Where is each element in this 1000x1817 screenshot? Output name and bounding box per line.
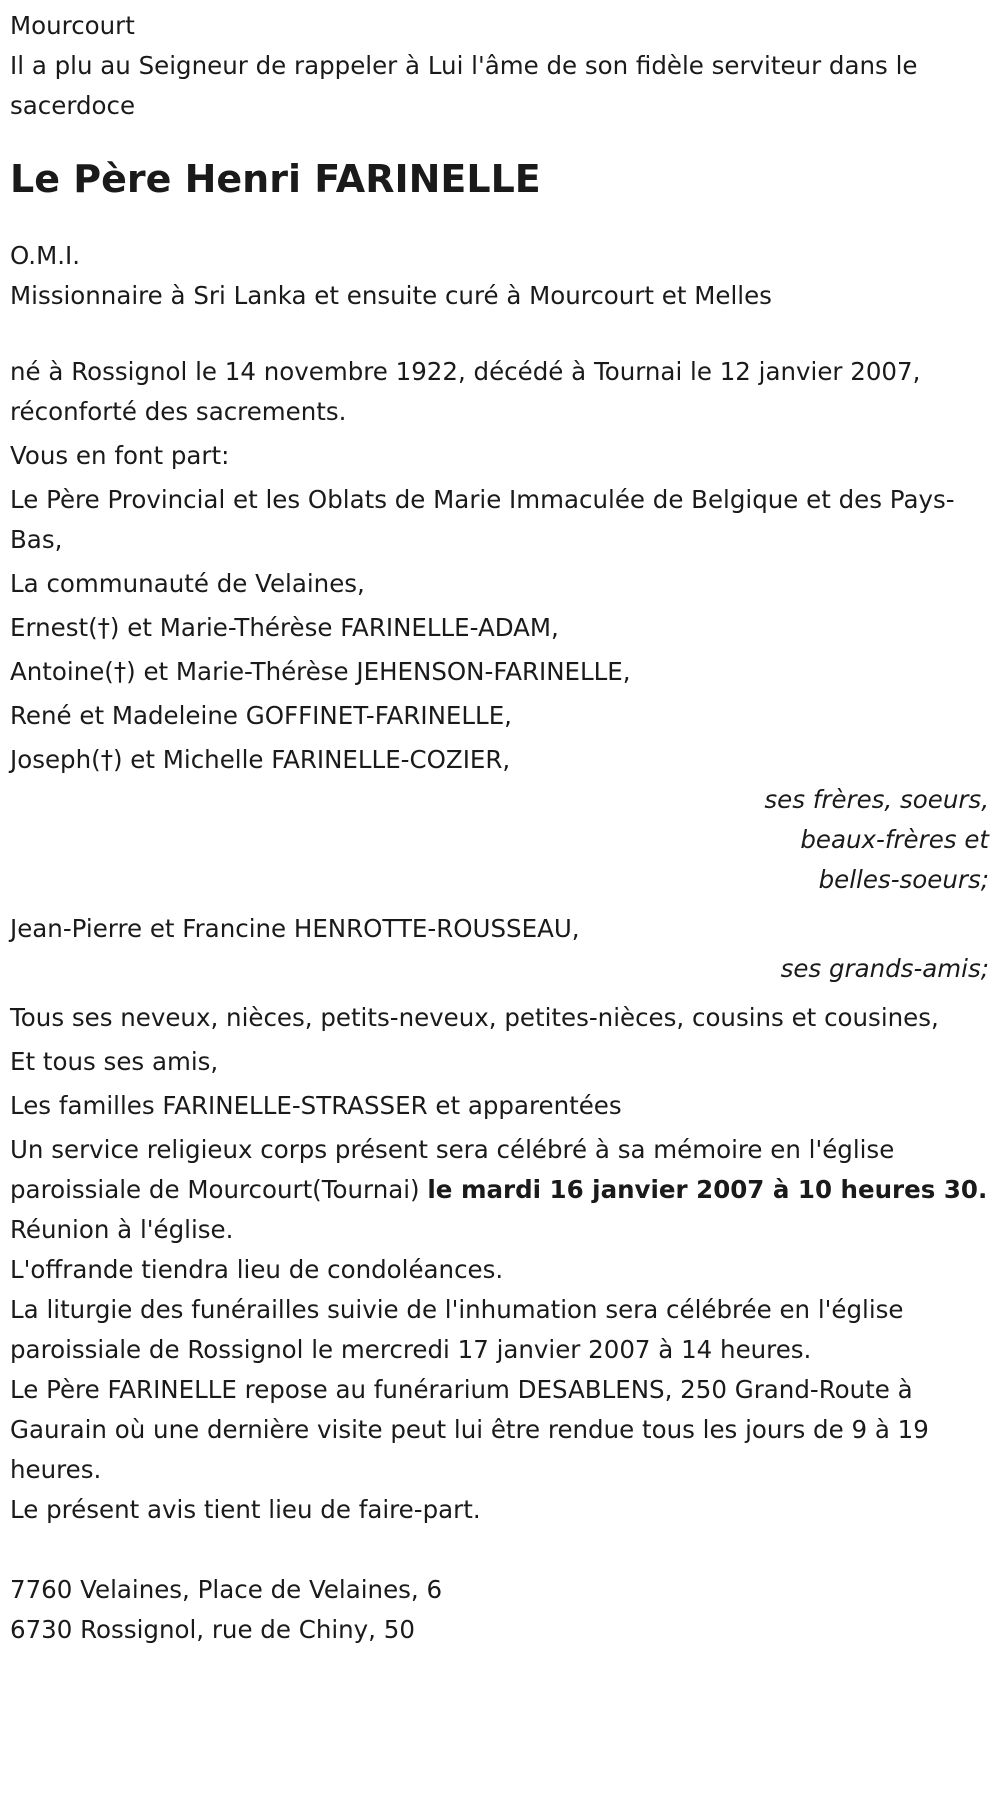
deceased-name: Le Père Henri FARINELLE xyxy=(10,157,541,201)
address-line: 6730 Rossignol, rue de Chiny, 50 xyxy=(10,1615,415,1644)
sibling-line: René et Madeleine GOFFINET-FARINELLE, xyxy=(10,701,512,730)
great-friends-caption: ses grands-amis; xyxy=(780,954,989,983)
offering-line: L'offrande tiendra lieu de condoléances. xyxy=(10,1255,504,1284)
addresses-block xyxy=(10,1570,990,1650)
service-date: le mardi 16 janvier 2007 à 10 heures 30. xyxy=(427,1175,988,1204)
sibling-line: Joseph(†) et Michelle FARINELLE-COZIER, xyxy=(10,745,511,774)
birth-death-text: né à Rossignol le 14 novembre 1922, décédé à Tournai le 12 janvier 2007, réconforté des sacrements. xyxy=(10,357,921,426)
siblings-caption: ses frères, soeurs, xyxy=(764,785,989,814)
intro-text: Il a plu au Seigneur de rappeler à Lui l'âme de son fidèle serviteur dans le sacerdoce xyxy=(10,51,918,120)
provincial-line: Le Père Provincial et les Oblats de Marie Immaculée de Belgique et des Pays-Bas, xyxy=(10,485,955,554)
religious-order: O.M.I. xyxy=(10,241,81,270)
families-line: Les familles FARINELLE-STRASSER et apparentées xyxy=(10,1091,622,1120)
funeral-home-paragraph: Le Père FARINELLE repose au funérarium DESABLENS, 250 Grand-Route à Gaurain où une dernière visite peut lui être rendue tous les jours de 9 à 19 heures. xyxy=(10,1375,929,1484)
sibling-line: Ernest(†) et Marie-Thérèse FARINELLE-ADAM, xyxy=(10,613,559,642)
great-friends-line: Jean-Pierre et Francine HENROTTE-ROUSSEAU, xyxy=(10,914,580,943)
service-paragraph xyxy=(10,1130,990,1210)
deceased-role: Missionnaire à Sri Lanka et ensuite curé à Mourcourt et Melles xyxy=(10,281,772,310)
siblings-caption: belles-soeurs; xyxy=(818,865,989,894)
relatives-line: Tous ses neveux, nièces, petits-neveux, petites-nièces, cousins et cousines, xyxy=(10,1003,939,1032)
friends-line: Et tous ses amis, xyxy=(10,1047,219,1076)
sibling-line: Antoine(†) et Marie-Thérèse JEHENSON-FARINELLE, xyxy=(10,657,631,686)
place-line: Mourcourt xyxy=(10,11,135,40)
siblings-caption: beaux-frères et xyxy=(800,825,989,854)
notice-line: Le présent avis tient lieu de faire-part. xyxy=(10,1495,481,1524)
community-line: La communauté de Velaines, xyxy=(10,569,365,598)
meeting-line: Réunion à l'église. xyxy=(10,1215,234,1244)
service-text: Un service religieux corps présent sera célébré à sa mémoire en l'église paroissiale de Mourcourt(Tournai) xyxy=(10,1135,895,1204)
burial-paragraph: La liturgie des funérailles suivie de l'inhumation sera célébrée en l'église paroissiale de Rossignol le mercredi 17 janvier 2007 à 14 heures. xyxy=(10,1295,904,1364)
address-line: 7760 Velaines, Place de Velaines, 6 xyxy=(10,1575,443,1604)
announcers-heading: Vous en font part: xyxy=(10,441,230,470)
